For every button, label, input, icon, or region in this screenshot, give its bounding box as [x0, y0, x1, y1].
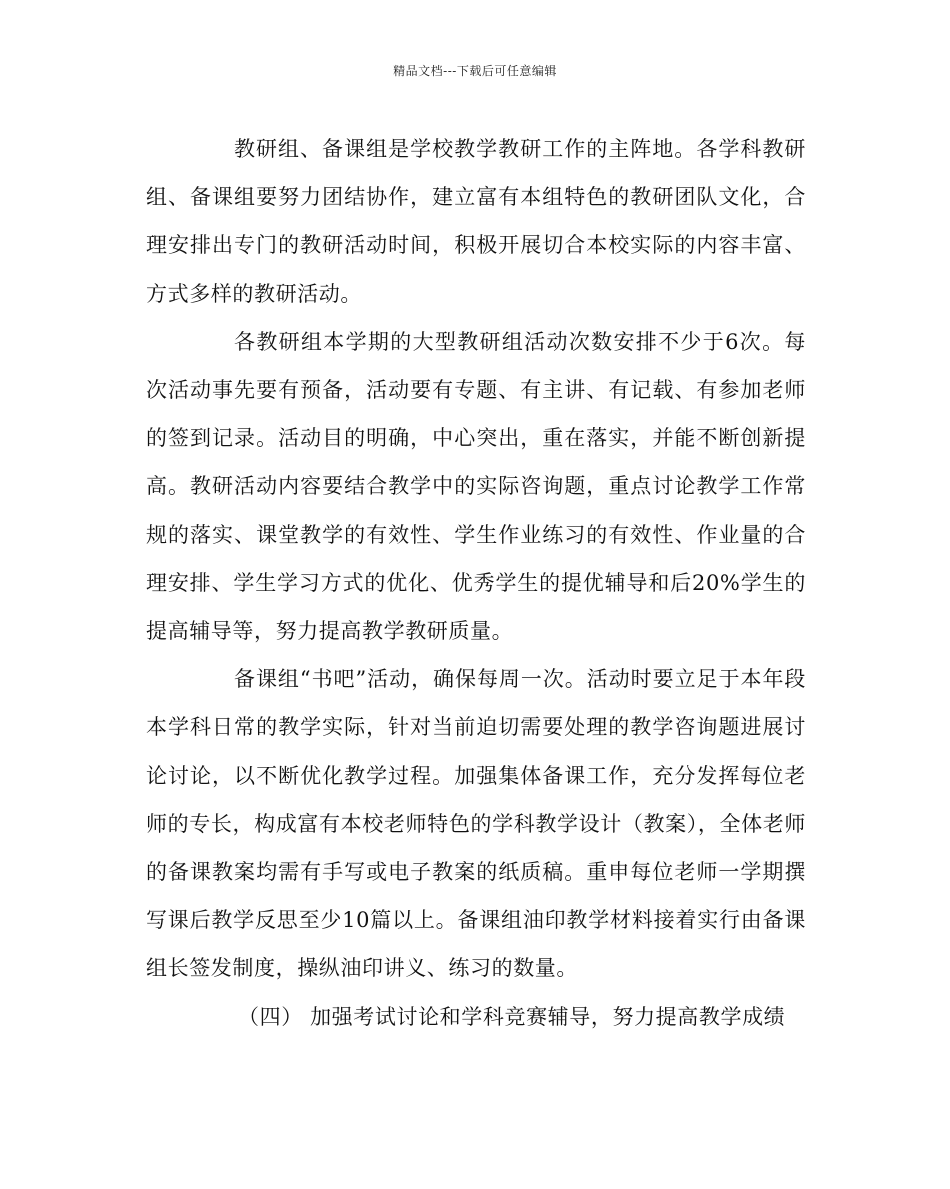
paragraph-research-activities: 各教研组本学期的大型教研组活动次数安排不少于6次。每次活动事先要有预备，活动要有专题、有主讲、有记载、有参加老师的签到记录。活动目的明确，中心突出，重在落实，并能不断创新提高。教研活动内容要结合教学中的实际咨询题，重点讨论教学工作常规的落实、课堂教学的有效性、学生作业练习的有效性、作业量的合理安排、学生学习方式的优化、优秀学生的提优辅导和后20%学生的提高辅导等，努力提高教学教研质量。 — [146, 329, 806, 644]
page-header: 精品文档---下载后可任意编辑 — [393, 64, 557, 78]
document-body — [146, 125, 806, 1041]
section-heading: （四） 加强考试讨论和学科竞赛辅导，努力提高教学成绩 — [238, 1004, 786, 1029]
paragraph-lesson-prep: 备课组“书吧”活动，确保每周一次。活动时要立足于本年段本学科日常的教学实际，针对当前迫切需要处理的教学咨询题进展讨论讨论，以不断优化教学过程。加强集体备课工作，充分发挥每位老师的专长，构成富有本校老师特色的学科教学设计（教案），全体老师的备课教案均需有手写或电子教案的纸质稿。重申每位老师一学期撰写课后教学反思至少10篇以上。备课组油印教学材料接着实行由备课组长签发制度，操纵油印讲义、练习的数量。 — [146, 667, 806, 981]
paragraph-teaching-groups: 教研组、备课组是学校教学教研工作的主阵地。各学科教研组、备课组要努力团结协作，建立富有本组特色的教研团队文化，合理安排出专门的教研活动时间，积极开展切合本校实际的内容丰富、方式多样的教研活动。 — [146, 137, 806, 306]
